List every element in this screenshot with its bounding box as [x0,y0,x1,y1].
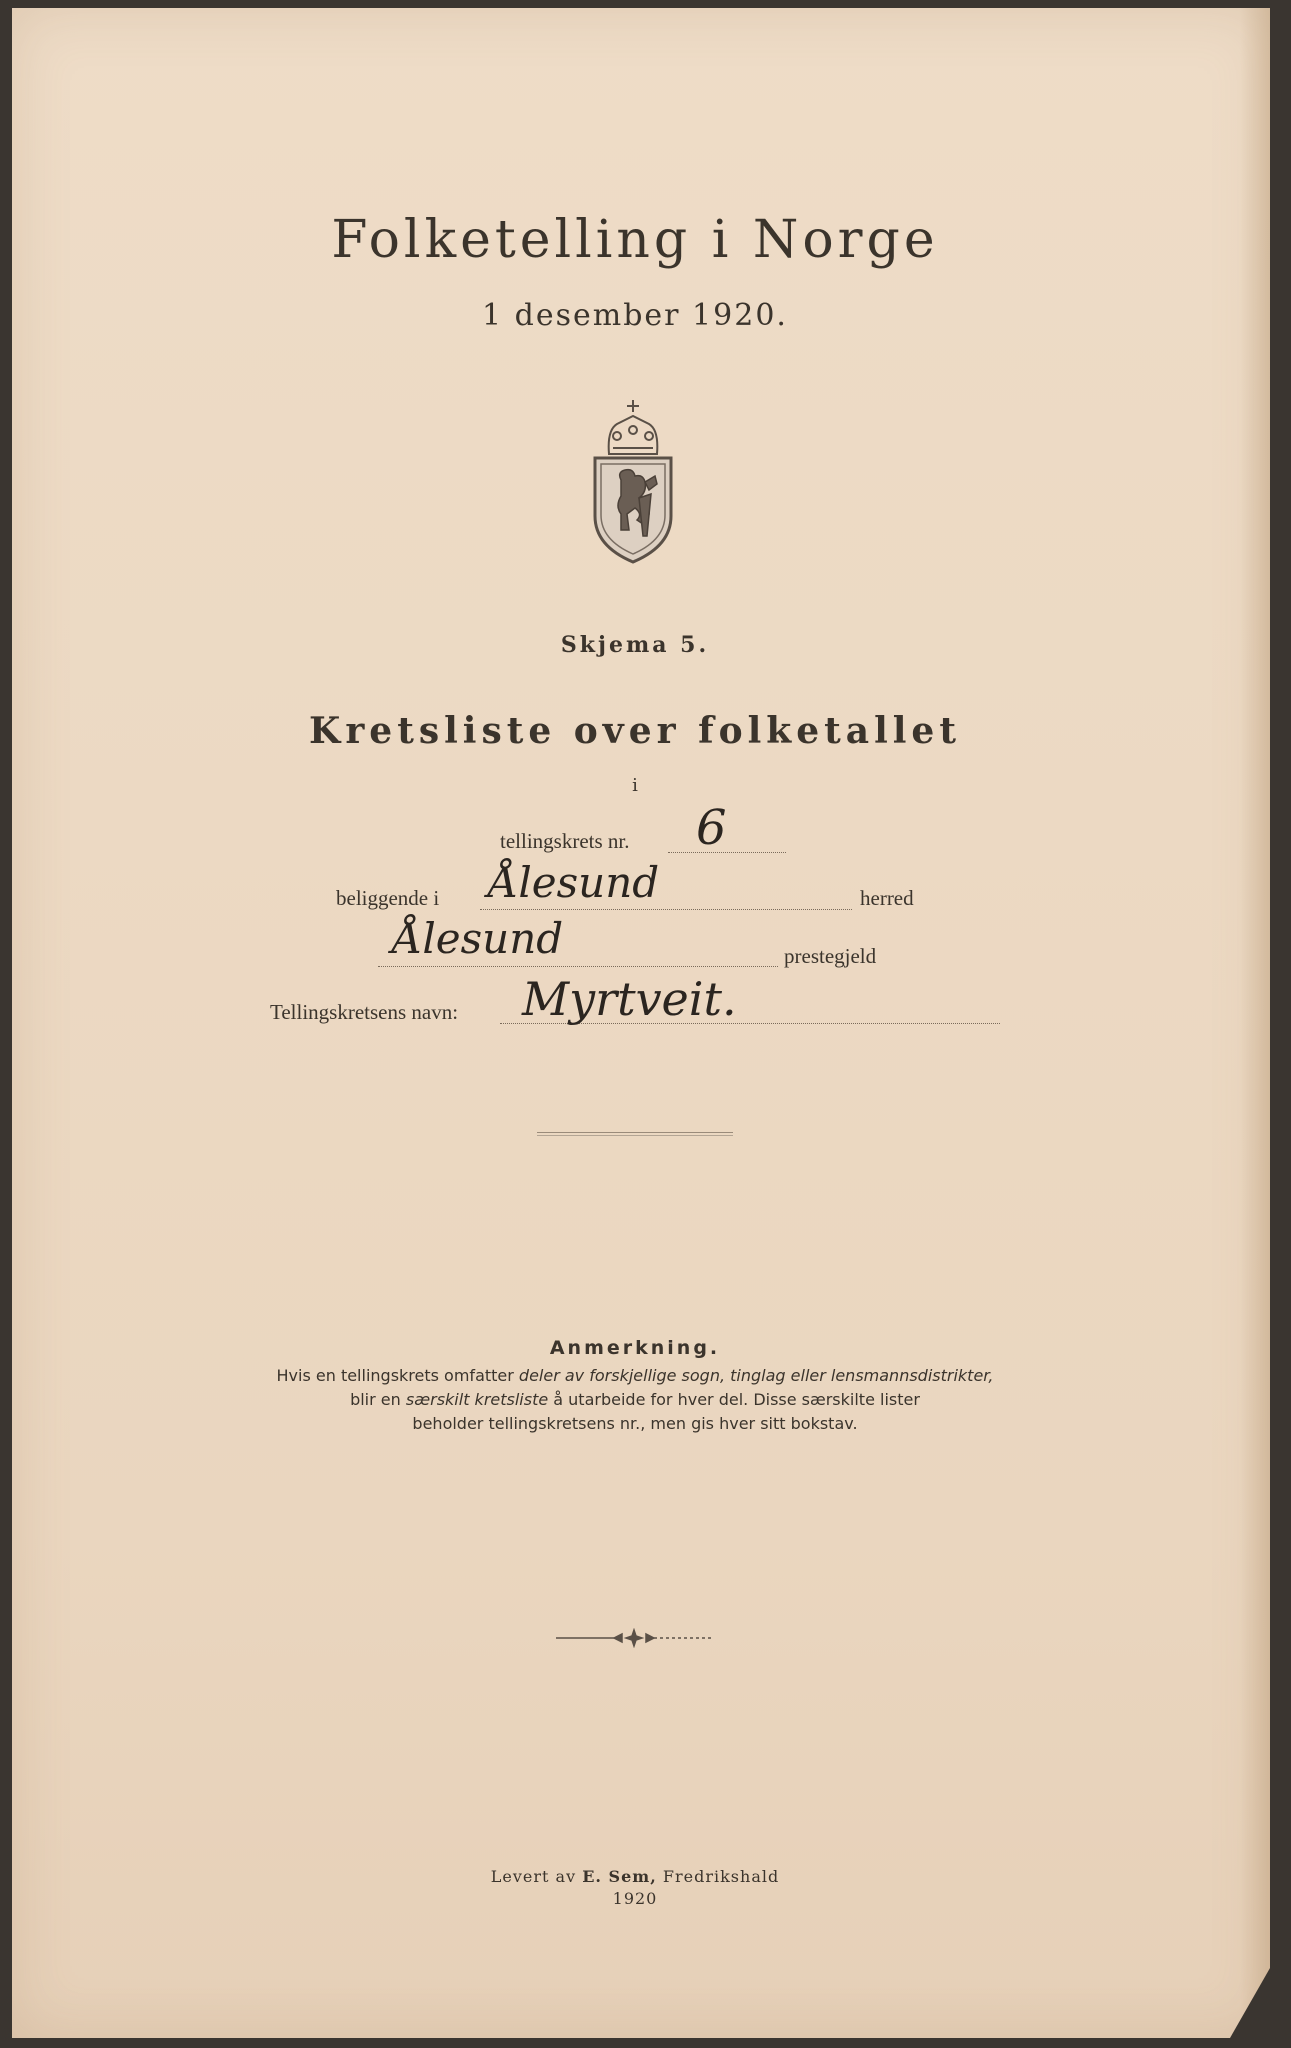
krets-name-value: Myrtveit. [522,972,737,1026]
note-line-2-emphasis: særskilt kretsliste [405,1390,549,1409]
document-title: Folketelling i Norge [331,210,939,270]
note-line-1-emphasis: deler av forskjellige sogn, tinglag eller lensmannsdistrikter, [518,1366,994,1385]
prestegjeld-value: Ålesund [392,914,564,963]
printer-name: E. Sem, [582,1867,657,1886]
beliggende-label: beliggende i [336,886,440,910]
krets-number-label: tellingskrets nr. [500,829,630,853]
note-line-2-start: blir en [350,1390,406,1409]
torn-corner [1230,1968,1270,2038]
krets-number-line [668,852,786,853]
ornament-divider-icon [556,1628,712,1648]
prestegjeld-line [378,966,778,967]
note-line-2-end: å utarbeide for hver del. Disse særskilte lister [548,1390,920,1409]
section-divider-lower [537,1135,733,1136]
printer-city: Fredrikshald [656,1867,780,1886]
schema-number: Skjema 5. [560,632,710,658]
printer-prefix: Levert av [490,1867,583,1886]
section-divider [537,1132,733,1133]
note-heading: Anmerkning. [549,1337,721,1359]
herred-line [480,909,852,910]
note-line-1 [0,1366,1270,1385]
herred-value: Ålesund [488,858,660,907]
connector-i: i [632,775,638,796]
note-line-1-start: Hvis en tellingskrets omfatter [276,1366,519,1385]
form-subtitle: Kretsliste over folketallet [309,710,961,752]
note-line-2 [0,1390,1270,1409]
prestegjeld-label: prestegjeld [784,944,877,968]
printer-credit [0,1867,1270,1886]
herred-label: herred [860,886,914,910]
note-line-3: beholder tellingskretsens nr., men gis hver sitt bokstav. [412,1414,858,1433]
norwegian-lion-coat-of-arms-icon [587,396,679,566]
census-date: 1 desember 1920. [482,298,788,333]
krets-number-value: 6 [696,800,727,856]
krets-name-label: Tellingskretsens navn: [270,1000,459,1024]
printer-year: 1920 [612,1889,658,1908]
